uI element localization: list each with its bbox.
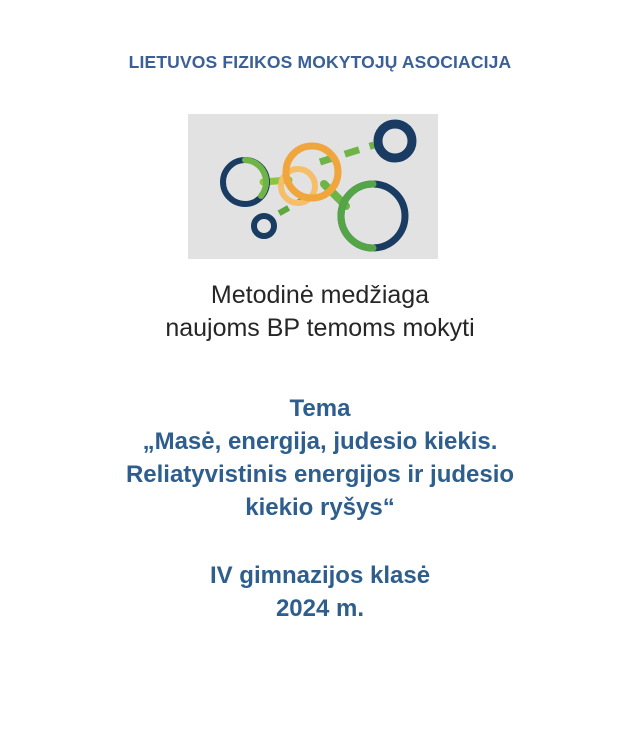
subtitle-block: [0, 279, 640, 345]
subtitle-line-1: Metodinė medžiaga: [210, 281, 430, 309]
organisation-header: LIETUVOS FIZIKOS MOKYTOJŲ ASOCIACIJA: [128, 52, 512, 72]
topic-block: [0, 393, 640, 525]
node-bottom-small: [254, 216, 274, 236]
logo-panel: [188, 114, 438, 259]
footer-grade: IV gimnazijos klasė: [209, 562, 431, 589]
network-of-circles-logo: [188, 114, 438, 259]
footer-year: 2024 m.: [275, 594, 365, 622]
node-top-right: [378, 124, 412, 158]
footer-block: [0, 560, 640, 626]
subtitle-line-2: naujoms BP temoms mokyti: [165, 314, 475, 342]
node-bottom-right-large: [341, 184, 405, 248]
topic-label: Tema: [289, 395, 351, 422]
topic-line-3: kiekio ryšys“: [245, 493, 395, 521]
topic-line-1: „Masė, energija, judesio kiekis.: [142, 427, 498, 455]
topic-line-2: Reliatyvistinis energijos ir judesio: [125, 460, 515, 488]
